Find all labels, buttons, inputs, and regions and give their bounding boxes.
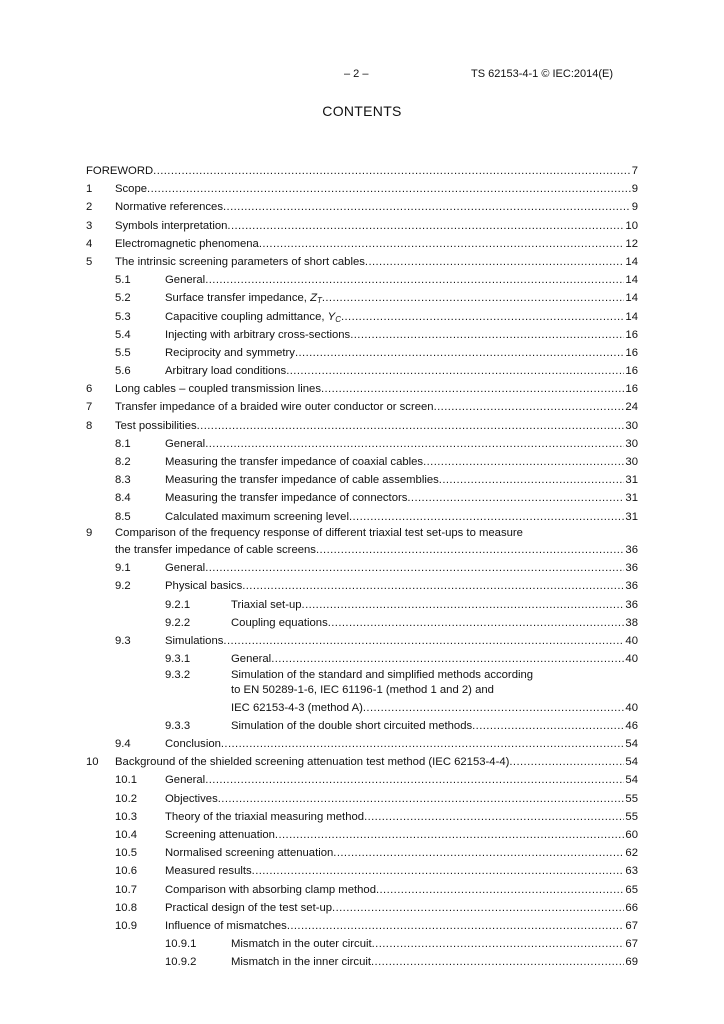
toc-entry-title: Normative references — [115, 201, 223, 214]
toc-entry-title: Theory of the triaxial measuring method — [165, 810, 365, 823]
toc-entry[interactable] — [86, 489, 638, 507]
toc-entry[interactable] — [86, 735, 638, 753]
toc-entry-page: 14 — [625, 310, 638, 323]
toc-entry-title: Scope — [115, 183, 148, 196]
leader-dots — [287, 917, 625, 935]
toc-entry-page: 55 — [625, 792, 638, 805]
toc-entry[interactable] — [86, 326, 638, 344]
leader-dots — [252, 862, 625, 880]
toc-entry[interactable] — [86, 308, 638, 326]
toc-entry-page: 7 — [631, 165, 638, 177]
leader-dots — [333, 844, 624, 862]
toc-entry-title-line: Comparison of the frequency response of different triaxial test set-ups to measure — [115, 526, 523, 539]
leader-dots — [205, 559, 624, 577]
leader-dots — [295, 344, 624, 362]
leader-dots — [472, 717, 624, 735]
leader-dots — [242, 577, 624, 595]
toc-entry-page: 62 — [625, 847, 638, 860]
page-title: CONTENTS — [322, 103, 402, 119]
toc-entry-title: Background of the shielded screening attenuation test method (IEC 62153-4-4) — [115, 756, 510, 769]
page-header — [0, 68, 724, 84]
toc-entry-page: 14 — [625, 274, 638, 287]
symbol: $Z_T$ — [310, 292, 322, 306]
toc-entry[interactable] — [86, 417, 638, 435]
toc-entry-page: 31 — [625, 510, 638, 523]
toc-entry-number: 4 — [86, 237, 93, 250]
toc-entry-number: 5 — [86, 255, 93, 268]
leader-dots — [332, 899, 624, 917]
toc-entry-page: 40 — [625, 634, 638, 647]
toc-entry-page: 38 — [625, 616, 638, 629]
leader-dots — [434, 398, 625, 416]
toc-entry-page: 9 — [631, 183, 638, 196]
toc-entry-number: 9.3.2 — [165, 669, 191, 682]
toc-entry-title: Measuring the transfer impedance of coaxial cables — [165, 456, 424, 468]
toc-entry-title: Electromagnetic phenomena — [115, 237, 259, 250]
leader-dots — [221, 735, 625, 753]
toc-entry-number: 9.2.2 — [165, 616, 191, 629]
leader-dots — [321, 380, 624, 398]
toc-entry[interactable] — [86, 808, 638, 826]
toc-entry-number: 1 — [86, 183, 93, 196]
toc-entry-title: General — [165, 437, 206, 450]
toc-entry[interactable] — [86, 344, 638, 362]
leader-dots — [509, 753, 624, 771]
toc-entry[interactable] — [86, 632, 638, 650]
toc-entry[interactable] — [86, 217, 638, 235]
toc-entry-title: Injecting with arbitrary cross-sections — [165, 328, 351, 341]
toc-entry-title: Measured results — [165, 865, 252, 878]
toc-entry-title: Long cables – coupled transmission lines — [115, 383, 321, 396]
toc-entry-number: 5.4 — [115, 328, 131, 341]
toc-entry-number: 10.9 — [115, 919, 137, 932]
toc-entry-number: 10.6 — [115, 865, 137, 878]
toc-entry[interactable] — [86, 162, 638, 180]
leader-dots — [223, 198, 631, 216]
toc-entry[interactable] — [86, 508, 638, 526]
toc-entry[interactable] — [86, 862, 638, 880]
leader-dots — [197, 417, 625, 435]
standard-reference: TS 62153-4-1 © IEC:2014(E) — [471, 68, 614, 80]
toc-entry-title: Capacitive coupling admittance, $Y_C$ — [165, 310, 341, 324]
toc-entry[interactable] — [86, 577, 638, 595]
toc-entry-title: Triaxial set-up — [231, 598, 302, 611]
toc-entry-title: Screening attenuation — [165, 828, 275, 841]
toc-entry-page: 30 — [625, 437, 638, 450]
toc-entry[interactable] — [86, 559, 638, 577]
toc-entry-number: 10 — [86, 756, 99, 769]
leader-dots — [271, 650, 624, 668]
toc-entry-number: 5.5 — [115, 346, 131, 359]
toc-entry-page: 40 — [625, 653, 638, 666]
leader-dots — [153, 162, 631, 180]
toc-entry-title: General — [231, 653, 272, 666]
toc-entry-number: 8.4 — [115, 492, 131, 505]
toc-entry-page: 10 — [625, 219, 638, 232]
toc-entry-title: the transfer impedance of cable screens — [115, 543, 316, 556]
toc-entry-page: 16 — [625, 365, 638, 378]
toc-entry-number: 10.4 — [115, 828, 137, 841]
toc-entry-number: 3 — [86, 219, 93, 232]
toc-entry-page: 55 — [625, 810, 638, 823]
toc-entry-page: 60 — [625, 828, 638, 841]
toc-entry[interactable] — [86, 753, 638, 771]
toc-entry-number: 9.1 — [115, 562, 131, 575]
toc-entry-number: 5.3 — [115, 310, 131, 323]
toc-entry-page: 16 — [625, 328, 638, 341]
table-of-contents — [86, 162, 638, 971]
toc-entry-number: 9.3 — [115, 634, 131, 647]
leader-dots — [286, 362, 624, 380]
symbol: $Y_C$ — [327, 310, 341, 324]
toc-entry[interactable] — [86, 668, 638, 717]
leader-dots — [259, 235, 625, 253]
toc-entry[interactable] — [86, 526, 638, 559]
toc-entry-title: Symbols interpretation — [115, 219, 228, 232]
toc-entry-number: 8 — [86, 419, 93, 432]
toc-entry-number: 7 — [86, 401, 93, 414]
leader-dots — [205, 271, 624, 289]
toc-entry-page: 36 — [625, 562, 638, 575]
toc-entry[interactable] — [86, 650, 638, 668]
toc-entry-number: 9.4 — [115, 738, 131, 751]
toc-entry-number: 9 — [86, 526, 93, 539]
toc-entry-title: Comparison with absorbing clamp method — [165, 883, 376, 896]
toc-entry-number: 10.7 — [115, 883, 137, 896]
toc-entry-title: IEC 62153-4-3 (method A) — [231, 701, 363, 714]
leader-dots — [223, 632, 624, 650]
leader-dots — [350, 326, 624, 344]
toc-entry[interactable] — [86, 180, 638, 198]
toc-entry[interactable] — [86, 826, 638, 844]
toc-entry[interactable] — [86, 271, 638, 289]
toc-entry-title: Coupling equations — [231, 616, 328, 629]
toc-entry-title: Physical basics — [165, 580, 243, 593]
toc-entry-title: Arbitrary load conditions — [165, 365, 287, 378]
toc-entry-number: 9.3.1 — [165, 653, 191, 666]
toc-entry-page: 30 — [625, 456, 638, 468]
leader-dots — [218, 790, 625, 808]
leader-dots — [349, 508, 624, 526]
toc-entry-page: 54 — [625, 756, 638, 769]
toc-entry[interactable] — [86, 899, 638, 917]
toc-entry[interactable] — [86, 881, 638, 899]
toc-entry-page: 69 — [625, 956, 638, 969]
toc-entry-title: General — [165, 774, 206, 787]
toc-entry-number: 8.2 — [115, 456, 131, 468]
toc-entry-title: Simulation of the double short circuited methods — [231, 719, 473, 732]
toc-entry-number: 10.5 — [115, 847, 137, 860]
toc-entry-number: 10.3 — [115, 810, 137, 823]
toc-entry-page: 14 — [625, 255, 638, 268]
toc-entry-title: Transfer impedance of a braided wire outer conductor or screen — [115, 401, 434, 414]
toc-entry-number: 8.3 — [115, 474, 131, 487]
toc-entry-page: 14 — [625, 292, 638, 305]
leader-dots — [302, 596, 625, 614]
toc-entry-number: 9.3.3 — [165, 719, 191, 732]
toc-entry-title: Objectives — [165, 792, 218, 805]
toc-entry-title: The intrinsic screening parameters of short cables — [115, 255, 365, 268]
leader-dots — [365, 253, 625, 271]
toc-entry-title: Normalised screening attenuation — [165, 847, 334, 860]
toc-entry-title: General — [165, 562, 206, 575]
leader-dots — [147, 180, 631, 198]
toc-entry-page: 66 — [625, 901, 638, 914]
page-number: – 2 – — [344, 68, 369, 80]
toc-entry-title: Simulations — [165, 634, 224, 647]
toc-entry[interactable] — [86, 790, 638, 808]
toc-entry[interactable] — [86, 398, 638, 416]
toc-entry[interactable] — [86, 198, 638, 216]
toc-entry-title: Test possibilities — [115, 419, 197, 432]
toc-entry[interactable] — [86, 362, 638, 380]
toc-entry[interactable] — [86, 614, 638, 632]
toc-entry-number: 5.2 — [115, 292, 131, 305]
toc-entry-title: Practical design of the test set-up — [165, 901, 333, 914]
toc-entry[interactable] — [86, 435, 638, 453]
leader-dots — [322, 289, 625, 307]
toc-entry-page: 36 — [625, 598, 638, 611]
toc-entry-page: 63 — [625, 865, 638, 878]
leader-dots — [227, 217, 624, 235]
leader-dots — [205, 435, 624, 453]
toc-entry-number: 5.6 — [115, 365, 131, 378]
leader-dots — [328, 614, 625, 632]
toc-entry[interactable] — [86, 235, 638, 253]
leader-dots — [363, 699, 625, 717]
toc-entry-number: 10.8 — [115, 901, 137, 914]
toc-entry-page: 67 — [625, 938, 638, 951]
toc-entry-page: 16 — [625, 346, 638, 359]
toc-entry[interactable] — [86, 471, 638, 489]
toc-entry-page: 67 — [625, 919, 638, 932]
toc-entry-page: 30 — [625, 419, 638, 432]
toc-entry-title: Calculated maximum screening level — [165, 510, 349, 523]
leader-dots — [371, 953, 624, 971]
toc-entry-page: 65 — [625, 883, 638, 896]
leader-dots — [341, 308, 624, 326]
toc-entry-title: Mismatch in the inner circuit — [231, 956, 372, 969]
toc-entry-page: 31 — [625, 474, 638, 487]
toc-entry-page: 9 — [631, 201, 638, 214]
toc-entry-number: 10.2 — [115, 792, 137, 805]
leader-dots — [376, 881, 624, 899]
toc-entry-title: Measuring the transfer impedance of connectors — [165, 492, 408, 505]
toc-entry-title-line: to EN 50289-1-6, IEC 61196-1 (method 1 and 2) and — [231, 684, 494, 697]
toc-entry-title: FOREWORD — [86, 165, 154, 177]
toc-entry-page: 40 — [625, 701, 638, 714]
toc-entry-page: 54 — [625, 738, 638, 751]
toc-entry[interactable] — [86, 380, 638, 398]
toc-entry-number: 10.1 — [115, 774, 137, 787]
leader-dots — [423, 453, 624, 471]
toc-entry[interactable] — [86, 596, 638, 614]
toc-entry[interactable] — [86, 717, 638, 735]
leader-dots — [407, 489, 624, 507]
toc-entry-number: 6 — [86, 383, 93, 396]
toc-entry-page: 54 — [625, 774, 638, 787]
leader-dots — [364, 808, 624, 826]
toc-entry-title: Mismatch in the outer circuit — [231, 938, 372, 951]
toc-entry[interactable] — [86, 935, 638, 953]
leader-dots — [205, 771, 624, 789]
toc-entry-title: General — [165, 274, 206, 287]
leader-dots — [316, 541, 624, 559]
leader-dots — [372, 935, 625, 953]
leader-dots — [439, 471, 625, 489]
toc-entry-page: 31 — [625, 492, 638, 505]
toc-entry-number: 10.9.1 — [165, 938, 197, 951]
toc-entry-title-line: Simulation of the standard and simplified methods according — [231, 669, 534, 682]
toc-entry-title: Reciprocity and symmetry — [165, 346, 295, 359]
toc-entry[interactable] — [86, 844, 638, 862]
toc-entry-title: Influence of mismatches — [165, 919, 287, 932]
toc-entry-title: Conclusion — [165, 738, 221, 751]
toc-entry-page: 46 — [625, 719, 638, 732]
toc-entry-title: Surface transfer impedance, $Z_T$ — [165, 292, 322, 306]
toc-entry-number: 9.2 — [115, 580, 131, 593]
toc-entry[interactable] — [86, 253, 638, 271]
toc-entry-page: 36 — [625, 543, 638, 556]
toc-entry-number: 10.9.2 — [165, 956, 197, 969]
toc-entry-number: 8.5 — [115, 510, 131, 523]
toc-entry[interactable] — [86, 917, 638, 935]
toc-entry[interactable] — [86, 453, 638, 471]
toc-entry[interactable] — [86, 771, 638, 789]
toc-entry-page: 24 — [625, 401, 638, 414]
toc-entry[interactable] — [86, 289, 638, 307]
toc-entry-number: 9.2.1 — [165, 598, 191, 611]
leader-dots — [275, 826, 625, 844]
toc-entry-number: 5.1 — [115, 274, 131, 287]
toc-entry-page: 36 — [625, 580, 638, 593]
toc-entry-number: 2 — [86, 201, 93, 214]
toc-entry-title: Measuring the transfer impedance of cable assemblies — [165, 474, 439, 487]
toc-entry-page: 12 — [625, 237, 638, 250]
toc-entry-page: 16 — [625, 383, 638, 396]
toc-entry-number: 8.1 — [115, 437, 131, 450]
toc-entry[interactable] — [86, 953, 638, 971]
